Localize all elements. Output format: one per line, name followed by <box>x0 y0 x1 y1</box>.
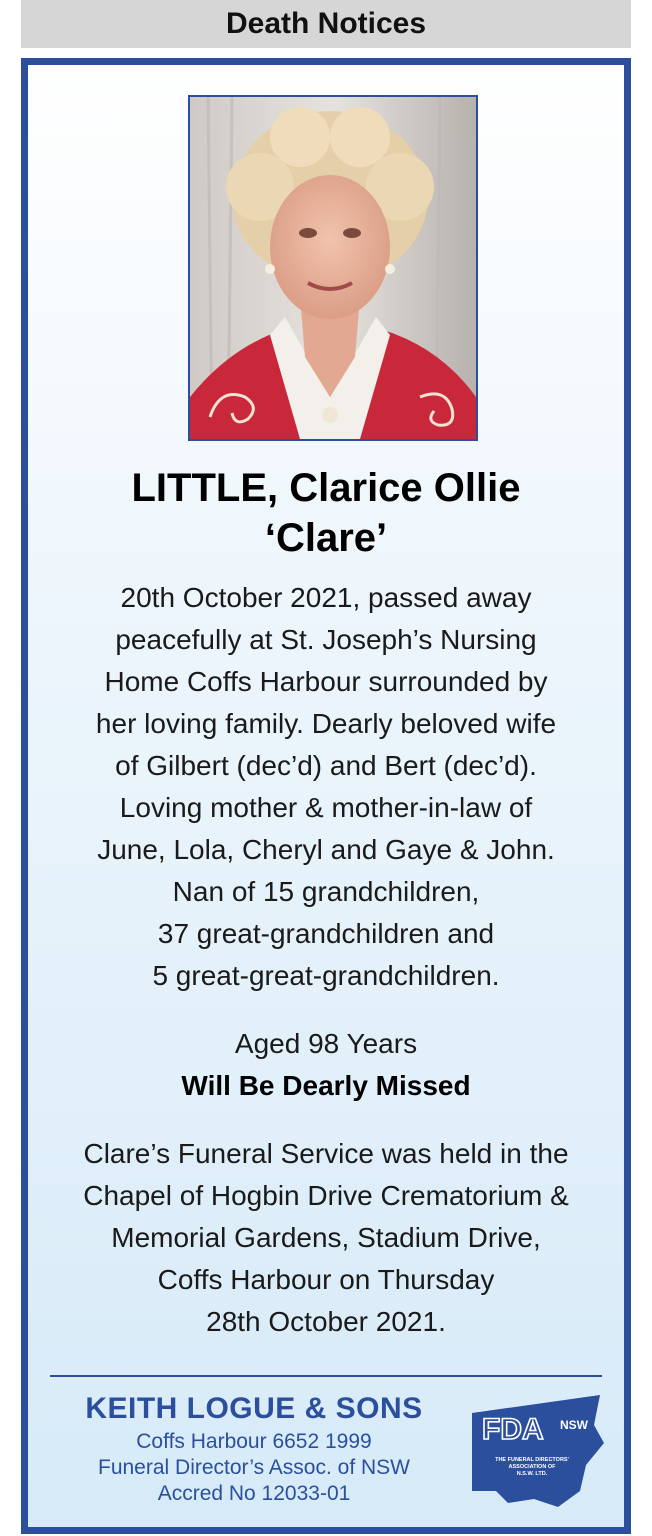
service-line: Clare’s Funeral Service was held in the <box>83 1138 569 1169</box>
age-block <box>28 1023 624 1107</box>
body-line: Home Coffs Harbour surrounded by <box>104 666 548 697</box>
service-line: 28th October 2021. <box>206 1306 446 1337</box>
age-line: Aged 98 Years <box>234 1028 418 1059</box>
name-line: LITTLE, Clarice Ollie <box>131 466 521 510</box>
footer-divider <box>50 1375 602 1377</box>
funeral-director-info <box>34 1389 474 1507</box>
body-line: Nan of 15 grandchildren, <box>172 876 480 907</box>
logo-letters: FDA <box>482 1413 544 1446</box>
fda-nsw-logo <box>468 1395 608 1513</box>
missed-line: Will Be Dearly Missed <box>181 1070 471 1101</box>
body-line: her loving family. Dearly beloved wife <box>95 708 557 739</box>
deceased-name <box>28 463 624 563</box>
section-header <box>21 0 631 48</box>
service-line: Memorial Gardens, Stadium Drive, <box>111 1222 541 1253</box>
service-details <box>28 1133 624 1343</box>
body-line: 20th October 2021, passed away <box>120 582 532 613</box>
company-name: KEITH LOGUE & SONS <box>85 1392 423 1425</box>
body-line: Loving mother & mother-in-law of <box>119 792 533 823</box>
body-line: 37 great-grandchildren and <box>157 918 495 949</box>
association-line: Funeral Director’s Assoc. of NSW <box>98 1456 410 1479</box>
logo-state: NSW <box>560 1418 588 1432</box>
notice-frame <box>21 58 631 1534</box>
accreditation-line: Accred No 12033-01 <box>157 1482 351 1505</box>
body-line: peacefully at St. Joseph’s Nursing <box>115 624 537 655</box>
body-line: 5 great-great-grandchildren. <box>152 960 500 991</box>
service-line: Coffs Harbour on Thursday <box>157 1264 495 1295</box>
logo-caption-line: ASSOCIATION OF <box>508 1464 556 1470</box>
body-line: of Gilbert (dec’d) and Bert (dec’d). <box>115 750 537 781</box>
section-title: Death Notices <box>225 7 427 40</box>
service-line: Chapel of Hogbin Drive Crematorium & <box>83 1180 569 1211</box>
logo-caption-line: N.S.W. LTD. <box>516 1471 548 1477</box>
company-phone: Coffs Harbour 6652 1999 <box>136 1430 372 1453</box>
logo-caption-line: THE FUNERAL DIRECTORS' <box>495 1457 569 1463</box>
notice-body <box>28 577 624 997</box>
nickname-line: ‘Clare’ <box>264 516 388 560</box>
body-line: June, Lola, Cheryl and Gaye & John. <box>97 834 555 865</box>
portrait-photo <box>188 95 478 441</box>
